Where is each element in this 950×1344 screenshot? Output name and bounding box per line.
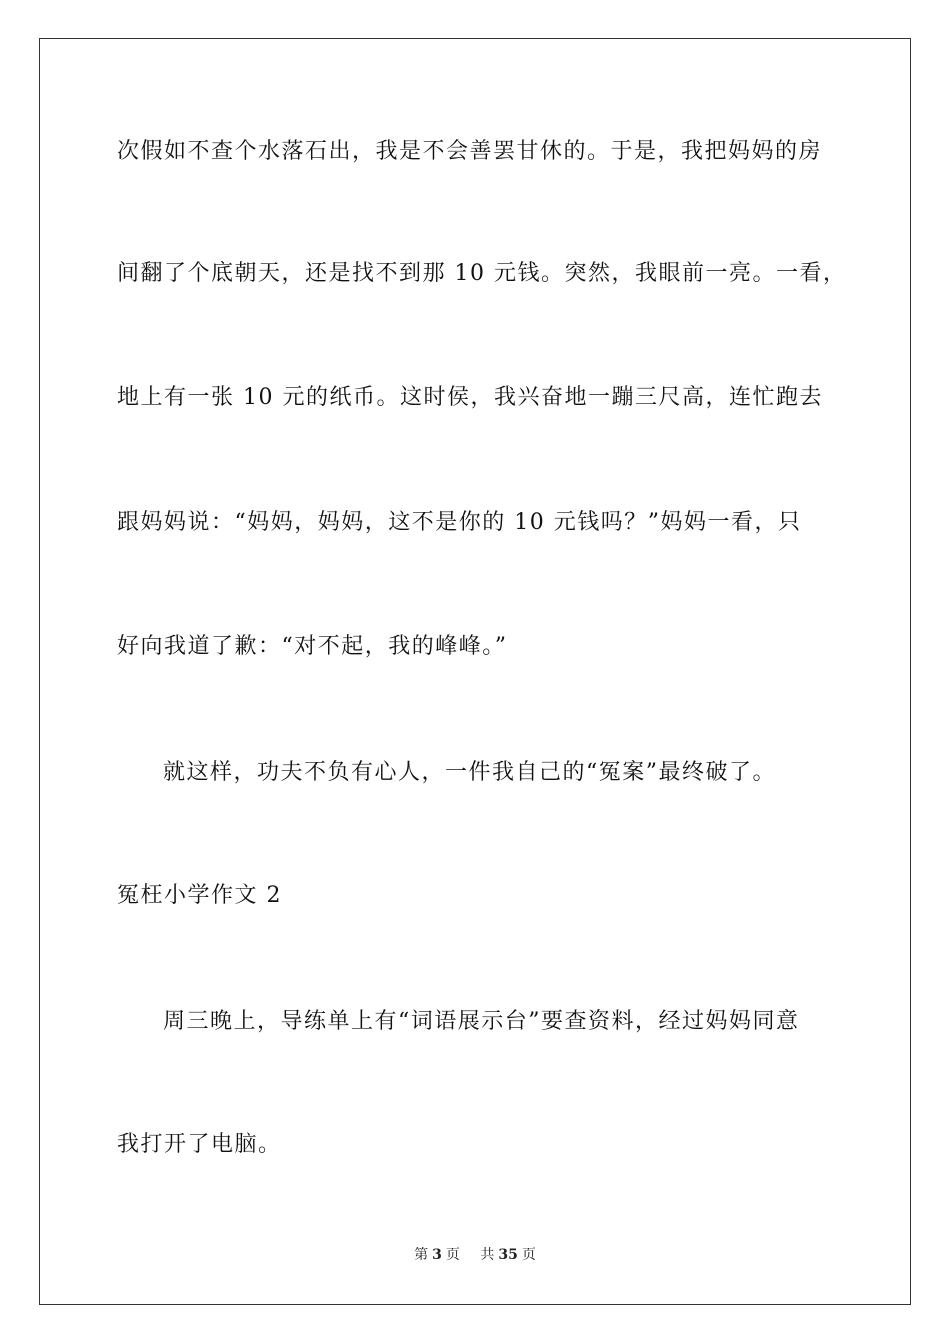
page-number: 第 3 页 [414, 1247, 460, 1263]
text-line: 跟妈妈说：“妈妈，妈妈，这不是你的 10 元钱吗？”妈妈一看，只 [117, 510, 802, 535]
text-line: 间翻了个底朝天，还是找不到那 10 元钱。突然，我眼前一亮。一看， [117, 261, 847, 286]
text-line: 好向我道了歉：“对不起，我的峰峰。” [117, 634, 508, 659]
text-line: 次假如不查个水落石出，我是不会善罢甘休的。于是，我把妈妈的房 [117, 139, 823, 164]
paragraph-start-line: 就这样，功夫不负有心人，一件我自己的“冤案”最终破了。 [163, 760, 776, 785]
section-heading: 冤枉小学作文 2 [117, 883, 282, 908]
total-pages: 共 35 页 [480, 1247, 536, 1263]
text-line: 地上有一张 10 元的纸币。这时侯，我兴奋地一蹦三尺高，连忙跑去 [117, 385, 823, 410]
paragraph-start-line: 周三晚上，导练单上有“词语展示台”要查资料，经过妈妈同意 [163, 1009, 800, 1034]
page-border [39, 38, 911, 1305]
text-line: 我打开了电脑。 [117, 1132, 282, 1157]
page-footer [0, 1245, 950, 1265]
